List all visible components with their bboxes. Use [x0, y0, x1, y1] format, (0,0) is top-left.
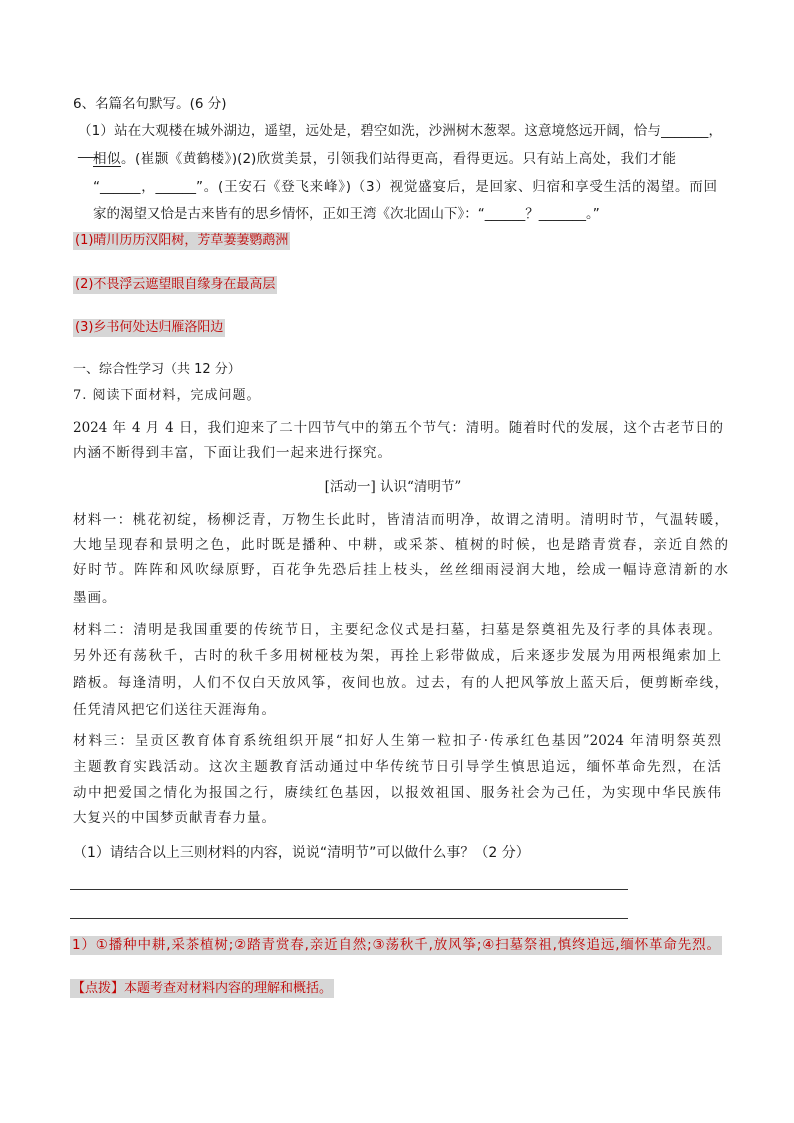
- question-6-line-2-text: 。(崔颢《黄鹤楼》)(2)欣赏美景，引领我们站得更高，看得更远。只有站上高处，我们才能: [120, 151, 677, 167]
- activity-title: [活动一] 认识“清明节”: [324, 479, 462, 495]
- answer-7-1: 1）①播种中耕,采茶植树;②踏青赏春,亲近自然;③荡秋千,放风筝;④扫墓祭祖,慎终追远,缅怀革命先烈。: [72, 937, 720, 953]
- material-2-line: 任凭清风把它们送往天涯海角。: [73, 702, 276, 718]
- question-6-line-2: [93, 149, 676, 169]
- material-3-line: 大复兴的中国梦贡献青春力量。: [73, 810, 276, 826]
- answer-6-2: (2)不畏浮云遮望眼自缘身在最高层: [75, 277, 276, 292]
- question-7-1: （1）请结合以上三则材料的内容，说说“清明节”可以做什么事？（2 分）: [73, 845, 530, 861]
- passage-line: 2024 年 4 月 4 日，我们迎来了二十四节气中的第五个节气：清明。随着时代的发展，这个古老节日的: [73, 420, 723, 436]
- material-1-line: 大地呈现春和景明之色，此时既是播种、中耕，或采茶、植树的时候，也是踏青赏春，亲近自然的: [73, 537, 728, 553]
- material-2-line: 踏板。每逢清明，人们不仅白天放风筝，夜间也放。过去，有的人把风筝放上蓝天后，便剪断牵线，: [73, 675, 728, 691]
- question-6-title: 6、名篇名句默写。(6 分): [73, 96, 227, 112]
- question-6-line-1: （1）站在大观楼在城外湖边，遥望，远处是，碧空如洗，沙洲树木葱翠。这意境悠远开阔，恰与_______，___: [78, 123, 722, 159]
- material-2-line: 另外还有荡秋千，古时的秋千多用树桠枝为架，再拴上彩带做成，后来逐步发展为用两根绳索加上: [73, 648, 721, 664]
- question-6-line-4: 家的渴望又恰是古来皆有的思乡情怀，正如王湾《次北固山下》：“______？_______。”: [93, 206, 600, 222]
- material-1-line: 墨画。: [73, 590, 117, 606]
- material-1-line: 材料一：桃花初绽，杨柳泛青，万物生长此时，皆清洁而明净，故谓之清明。清明时节，气温转暖，: [73, 512, 728, 528]
- passage-line: 内涵不断得到丰富，下面让我们一起来进行探究。: [73, 445, 392, 461]
- material-3-line: 主题教育实践活动。这次主题教育活动通过中华传统节日引导学生慎思追远，缅怀革命先烈，在活: [73, 759, 721, 775]
- material-3-line: 材料三：呈贡区教育体育系统组织开展“扣好人生第一粒扣子·传承红色基因”2024 年清明祭英烈: [73, 733, 721, 749]
- answer-6-1: (1)晴川历历汉阳树，芳草萋萋鹦鹉洲: [75, 233, 289, 248]
- tip-note: 【点拨】本题考查对材料内容的理解和概括。: [72, 981, 333, 996]
- material-1-line: 好时节。阵阵和风吹绿原野，百花争先恐后挂上枝头，丝丝细雨浸润大地，绘成一幅诗意清新的水: [73, 562, 728, 578]
- question-7-intro: 7. 阅读下面材料，完成问题。: [73, 388, 261, 403]
- material-3-line: 动中把爱国之情化为报国之行，赓续红色基因，以报效祖国、服务社会为己任，为实现中华民族伟: [73, 785, 721, 801]
- answer-line: [70, 918, 628, 919]
- material-2-line: 材料二：清明是我国重要的传统节日，主要纪念仪式是扫墓，扫墓是祭奠祖先及行孝的具体表现。: [73, 622, 721, 638]
- underlined-blank-text: 相似: [93, 151, 121, 167]
- answer-line: [70, 889, 628, 890]
- answer-6-3: (3)乡书何处达归雁洛阳边: [75, 320, 224, 335]
- question-6-line-3: “______，______”。(王安石《登飞来峰》)（3）视觉盛宴后，是回家、归宿和享受生活的渴望。而回: [93, 179, 717, 195]
- section-heading: 一、综合性学习（共 12 分）: [73, 362, 241, 377]
